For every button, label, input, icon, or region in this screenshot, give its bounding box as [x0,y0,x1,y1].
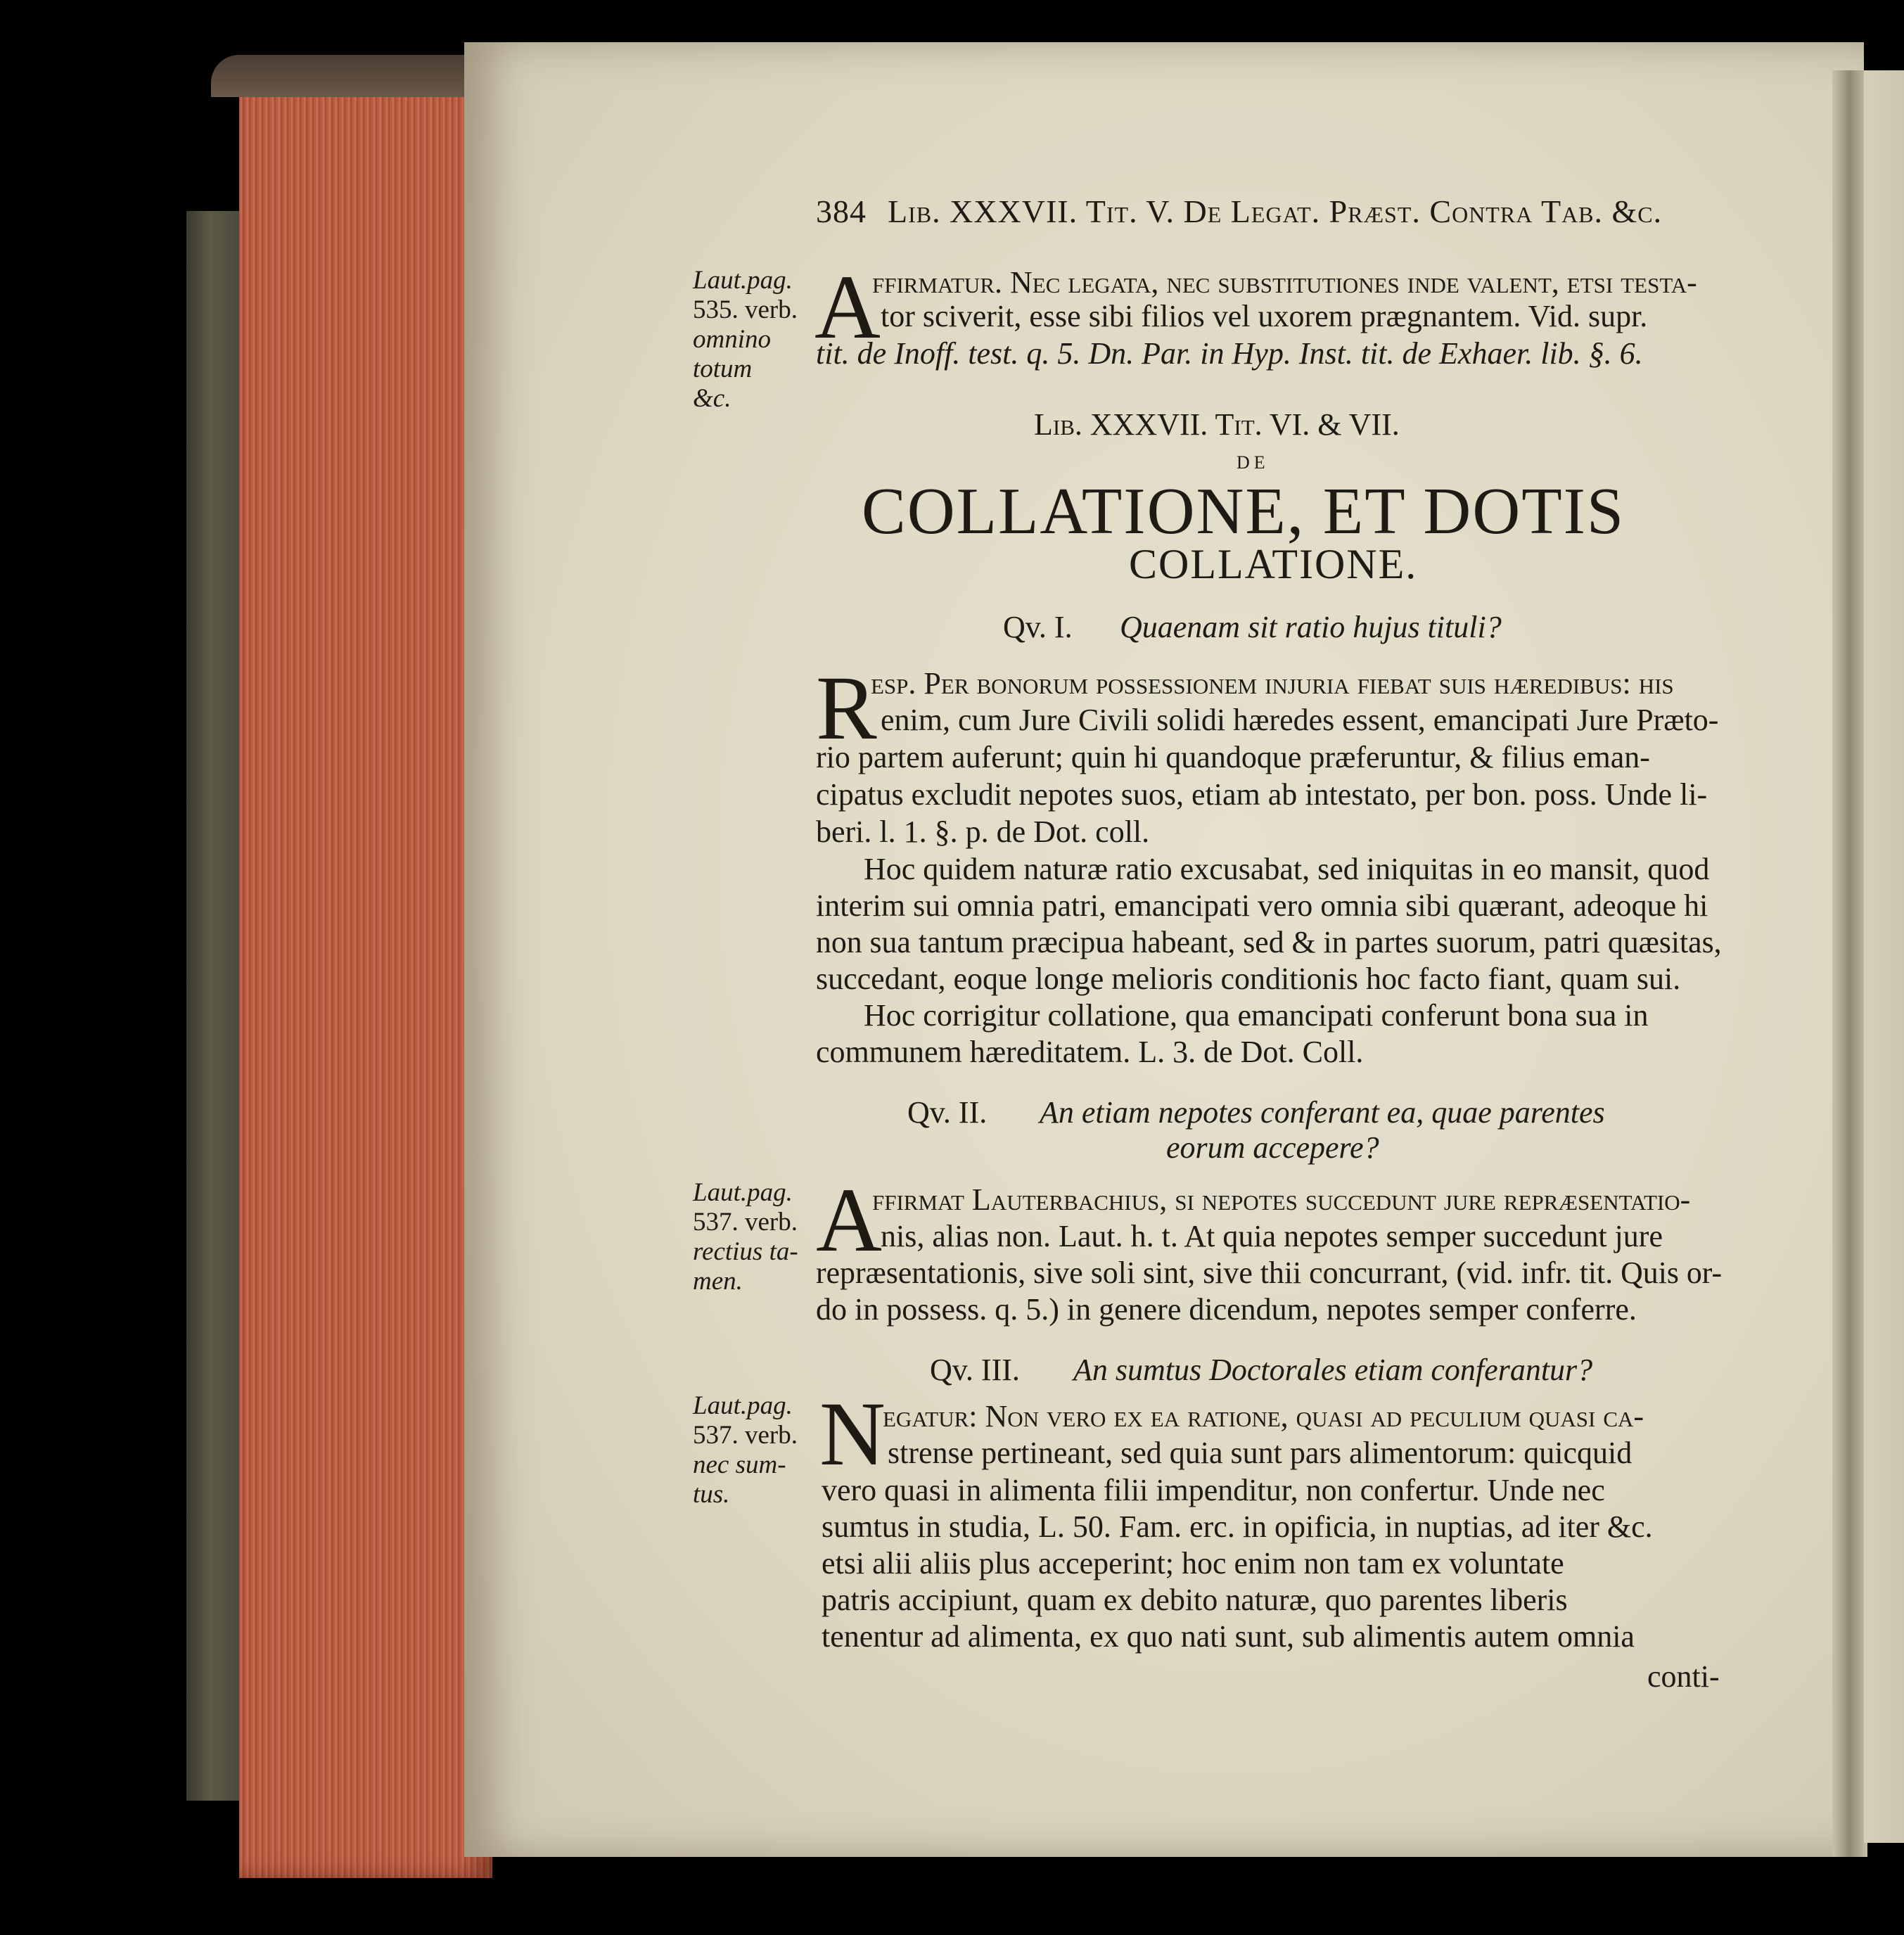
catchword: conti- [1647,1659,1720,1694]
spine-top [211,55,506,97]
text-line: cipatus excludit nepotes suos, etiam ab intestato, per bon. poss. Unde li- [816,777,1708,812]
margin-note-line: omnino [693,325,771,354]
margin-note-line: 535. verb. [693,295,798,324]
section-title-line-1: COLLATIONE, ET DOTIS [862,475,1625,548]
text-line: communem hæreditatem. L. 3. de Dot. Coll. [816,1035,1364,1069]
question-text-2b: eorum accepere? [1166,1130,1379,1165]
margin-note-line: rectius ta- [693,1237,798,1266]
text-line: etsi alii aliis plus acceperint; hoc enim non tam ex voluntate [822,1546,1564,1580]
next-page-edge [1864,70,1904,1843]
margin-note-line: men. [693,1267,743,1296]
text-line: do in possess. q. 5.) in genere dicendum, nepotes semper conferre. [816,1292,1637,1327]
section-subhead: Lib. XXXVII. Tit. VI. & VII. [1034,407,1400,442]
text-line: enim, cum Jure Civili solidi hæredes essent, emancipati Jure Præto- [881,703,1719,737]
text-line: nis, alias non. Laut. h. t. At quia nepotes semper succedunt jure [881,1219,1663,1253]
text-line: Hoc corrigitur collatione, qua emancipati conferunt bona sua in [864,998,1649,1033]
text-line: tor sciverit, esse sibi filios vel uxorem prægnantem. Vid. supr. [881,299,1648,333]
text-line: egatur: Non vero ex ea ratione, quasi ad peculium quasi ca- [883,1399,1644,1433]
text-line: rio partem auferunt; quin hi quandoque præferuntur, & filius eman- [816,740,1650,774]
drop-cap-n: N [819,1384,886,1485]
margin-note-line: tus. [693,1480,730,1509]
text-line: sumtus in studia, L. 50. Fam. erc. in opificia, in nuptias, ad iter &c. [822,1509,1653,1544]
text-line: succedant, eoque longe melioris conditionis hoc facto fiant, quam sui. [816,962,1681,996]
text-line: repræsentationis, sive soli sint, sive thii concurrant, (vid. infr. tit. Quis or- [816,1256,1723,1290]
margin-note-line: Laut.pag. [693,1178,793,1207]
page-gutter [1832,70,1867,1857]
drop-cap-r: R [816,658,877,759]
question-text-2a: An etiam nepotes conferant ea, quae parentes [1040,1095,1605,1130]
text-line: tit. de Inoff. test. q. 5. Dn. Par. in Hyp. Inst. tit. de Exhaer. lib. §. 6. [816,336,1643,371]
margin-note-line: 537. verb. [693,1208,798,1237]
drop-cap-a2: A [816,1170,882,1271]
margin-note-line: Laut.pag. [693,266,793,295]
margin-note-3 [693,1391,798,1509]
text-line: Hoc quidem naturæ ratio excusabat, sed iniquitas in eo mansit, quod [864,852,1710,886]
text-line: patris accipiunt, quam ex debito naturæ, quo parentes liberis [822,1583,1568,1617]
text-line: strense pertineant, sed quia sunt pars alimentorum: quicquid [888,1436,1633,1470]
page-number: 384 [816,193,867,229]
question-text-1: Quaenam sit ratio hujus tituli? [1120,610,1502,644]
text-line: beri. l. 1. §. p. de Dot. coll. [816,815,1150,849]
text-line: ffirmatur. Nec legata, nec substitutiones inde valent, etsi testa- [872,265,1697,300]
margin-note-line: Laut.pag. [693,1391,793,1420]
margin-note-line: &c. [693,384,731,413]
text-line: non sua tantum præcipua habeant, sed & in partes suorum, patri quæsitas, [816,925,1722,959]
section-title-line-2: COLLATIONE. [1129,541,1418,587]
title-de: DE [1237,452,1270,473]
margin-note-line: totum [693,355,753,383]
margin-note-1 [693,266,798,414]
drop-cap-a: A [814,257,881,358]
book-cover-edge [186,211,246,1801]
question-label-3: Qv. III. [930,1353,1020,1387]
margin-note-line: 537. verb. [693,1421,798,1450]
text-line: ffirmat Lauterbachius, si nepotes succedunt jure repræsentatio- [872,1182,1691,1217]
question-label-1: Qv. I. [1003,610,1073,644]
margin-note-2 [693,1178,798,1296]
margin-note-line: nec sum- [693,1450,786,1479]
text-line: esp. Per bonorum possessionem injuria fiebat suis hæredibus: his [871,666,1674,701]
text-line: interim sui omnia patri, emancipati vero omnia sibi quærant, adeoque hi [816,888,1708,923]
text-line: tenentur ad alimenta, ex quo nati sunt, sub alimentis autem omnia [822,1619,1635,1654]
running-head-title: Lib. XXXVII. Tit. V. De Legat. Præst. Contra Tab. &c. [888,193,1663,229]
page-edges [239,70,492,1878]
question-text-3: An sumtus Doctorales etiam conferantur? [1073,1353,1593,1387]
text-line: vero quasi in alimenta filii impenditur, non confertur. Unde nec [822,1473,1605,1507]
question-label-2: Qv. II. [907,1095,988,1130]
